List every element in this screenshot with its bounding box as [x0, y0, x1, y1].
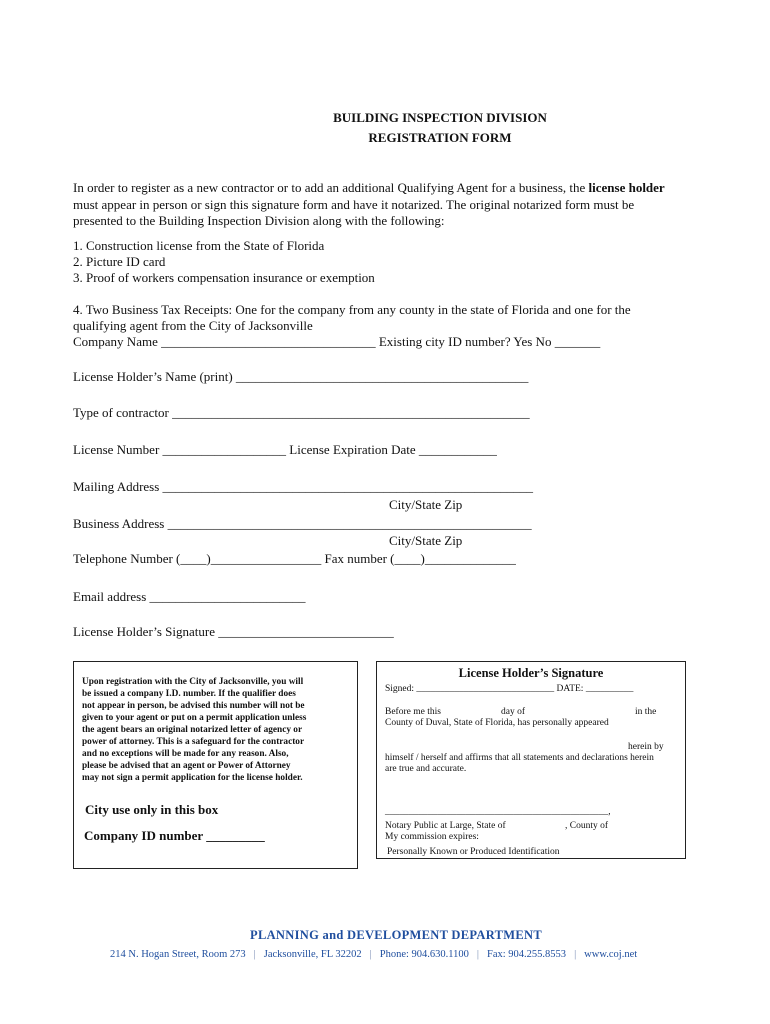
form-division-title: BUILDING INSPECTION DIVISION: [333, 110, 547, 125]
notice-line: given to your agent or put on a permit application unless: [82, 713, 307, 723]
requirement-4-line-2: qualifying agent from the City of Jacksonville: [73, 318, 313, 333]
license-number-field[interactable]: License Number ___________________ License Expiration Date ____________: [73, 442, 497, 457]
company-id-field[interactable]: Company ID number _________: [84, 828, 265, 843]
affirms-line: himself / herself and affirms that all statements and declarations herein: [385, 753, 654, 763]
website-link[interactable]: www.coj.net: [584, 949, 638, 960]
herein-by-text: herein by: [628, 742, 664, 752]
before-me-text: Before me this: [385, 707, 441, 717]
department-name: PLANNING and DEVELOPMENT DEPARTMENT: [250, 928, 542, 942]
separator: |: [476, 949, 480, 960]
city-state-zip-label: City/State Zip: [389, 533, 463, 548]
notice-line: and no exceptions will be made for any reason. Also,: [82, 749, 289, 759]
commission-expires-line: My commission expires:: [385, 832, 479, 842]
phone-text: Phone: 904.630.1100: [379, 949, 469, 960]
telephone-fax-field[interactable]: Telephone Number (____)_________________ Fax number (____)______________: [73, 551, 516, 566]
notice-line: please be advised that an agent or Power of Attorney: [82, 761, 291, 771]
requirements-list: [73, 238, 375, 286]
separator: |: [574, 949, 577, 960]
notary-state-text: Notary Public at Large, State of: [385, 821, 506, 831]
signature-field[interactable]: License Holder’s Signature ___________________________: [73, 624, 394, 639]
notice-line: Upon registration with the City of Jacksonville, you will: [82, 677, 304, 687]
in-the-text: in the: [635, 707, 657, 717]
day-of-text: day of: [501, 707, 526, 717]
contractor-type-field[interactable]: Type of contractor _______________________________________________________: [73, 405, 530, 420]
email-field[interactable]: Email address ________________________: [73, 589, 306, 604]
notice-line: be issued a company I.D. number. If the qualifier does: [82, 689, 296, 699]
registration-notice: [82, 676, 306, 784]
notice-line: power of attorney. This is a safeguard for the contractor: [82, 737, 305, 747]
requirement-item: 3. Proof of workers compensation insurance or exemption: [73, 270, 375, 285]
contact-line: [110, 949, 637, 960]
identification-line: Personally Known or Produced Identification: [387, 847, 560, 857]
intro-text-2: must appear in person or sign this signature form and have it notarized. The original notarized form must be presented to the Building Inspection Division along with the following:: [73, 196, 635, 228]
requirement-item: 2. Picture ID card: [73, 254, 166, 269]
notice-line: not appear in person, be advised this number will not be: [82, 701, 305, 711]
separator: |: [253, 949, 256, 960]
business-address-field[interactable]: Business Address ________________________________________________________: [73, 516, 532, 531]
signed-date-field[interactable]: Signed: _____________________________ DATE: __________: [385, 684, 634, 694]
intro-paragraph: [73, 180, 673, 230]
notary-box-title: License Holder’s Signature: [458, 666, 604, 680]
fax-text: Fax: 904.255.8553: [487, 949, 567, 960]
company-name-field[interactable]: Company Name _________________________________ Existing city ID number? Yes No _______: [73, 334, 601, 349]
separator: |: [369, 949, 372, 960]
intro-bold-text: license holder: [588, 180, 665, 195]
city-state-zip-label: City/State Zip: [389, 497, 463, 512]
true-accurate-line: are true and accurate.: [385, 764, 467, 774]
form-title: REGISTRATION FORM: [368, 130, 512, 145]
intro-text-1: In order to register as a new contractor or to add an additional Qualifying Agent for a business, the: [73, 180, 589, 195]
city-text: Jacksonville, FL 32202: [263, 949, 362, 960]
mailing-address-field[interactable]: Mailing Address _________________________________________________________: [73, 479, 534, 494]
notary-county-text: , County of: [565, 821, 609, 831]
county-line: County of Duval, State of Florida, has personally appeared: [385, 718, 609, 728]
city-use-box: [73, 661, 358, 869]
notice-line: may not sign a permit application for the license holder.: [82, 773, 303, 783]
requirement-item: 1. Construction license from the State of Florida: [73, 238, 325, 253]
address-text: 214 N. Hogan Street, Room 273: [110, 949, 246, 960]
notary-box: [376, 661, 686, 859]
license-holder-name-field[interactable]: License Holder’s Name (print) _____________________________________________: [73, 369, 529, 384]
notice-line: the agent bears an original notarized letter of agency or: [82, 725, 303, 735]
requirement-4-line-1: 4. Two Business Tax Receipts: One for the company from any county in the state of Florida and one for the: [73, 302, 631, 317]
notary-signature-line[interactable]: _______________________________________________,: [385, 807, 611, 817]
city-use-label: City use only in this box: [85, 802, 219, 817]
